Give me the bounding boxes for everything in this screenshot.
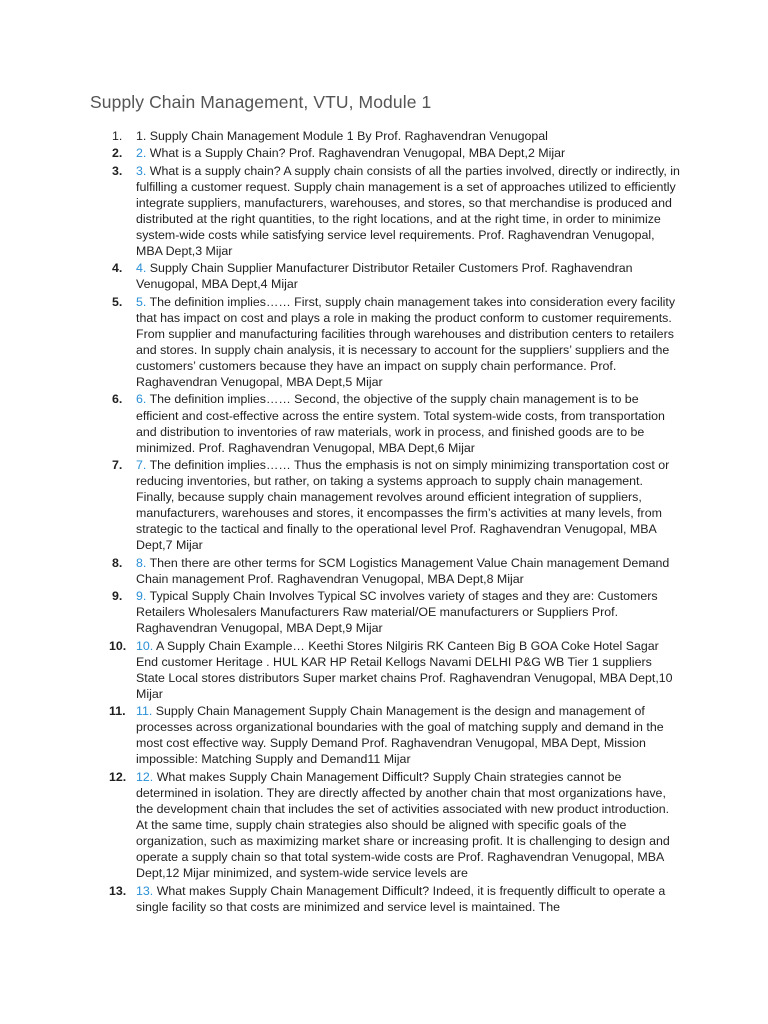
item-number: 12. — [109, 769, 127, 784]
item-number: 3. — [112, 163, 123, 178]
item-text: A Supply Chain Example… Keethi Stores Nilgiris RK Canteen Big B GOA Coke Hotel Sagar End customer Heritage . HUL KAR HP Retail Kellogs Navami DELHI P&G WB Tier 1 suppliers State Local stores distributors Super market chains Prof. Raghavendran Venugopal, MBA Dept,10 Mijar — [136, 638, 673, 701]
slide-link[interactable]: 9. — [136, 589, 147, 604]
item-number: 1. — [112, 129, 123, 143]
item-text: The definition implies…… First, supply chain management takes into consideration every facility that has impact on cost and plays a role in making the product conform to customer requirements. From supplier and manufacturing facilities through warehouses and distribution centers to retailers and stores. In supply chain analysis, it is necessary to account for the suppliers’ suppliers and the customers’ customers because they have an impact on supply chain performance. Prof. Raghavendran Venugopal, MBA Dept,5 Mijar — [136, 294, 676, 390]
list-item — [112, 128, 681, 144]
item-text: The definition implies…… Second, the objective of the supply chain management is to be efficient and cost-effective across the entire system. Total system-wide costs, from transportation and distribution to inventories of raw materials, work in process, and finished goods are to be minimized. Prof. Raghavendran Venugopal, MBA Dept,6 Mijar — [136, 392, 665, 455]
item-text: Supply Chain Management Supply Chain Management is the design and management of processes across organizational boundaries with the goal of matching supply and demand in the most cost effective way. Supply Demand Prof. Raghavendran Venugopal, MBA Dept, Mission impossible: Matching Supply and Demand11 Mijar — [136, 704, 664, 767]
slide-list — [109, 128, 681, 916]
list-item — [112, 555, 681, 587]
slide-link[interactable]: 8. — [136, 555, 147, 570]
item-text: What makes Supply Chain Management Difficult? Supply Chain strategies cannot be determined in isolation. They are directly affected by another chain that most organizations have, the development chain that includes the set of activities associated with new product introduction. At the same time, supply chain strategies also should be aligned with specific goals of the organization, such as maximizing market share or increasing profit. It is challenging to design and operate a supply chain so that total system-wide costs are Prof. Raghavendran Venugopal, MBA Dept,12 Mijar minimized, and system-wide service levels are — [136, 769, 670, 881]
item-number: 5. — [112, 294, 123, 309]
slide-link[interactable]: 7. — [136, 458, 147, 472]
item-number: 10. — [109, 638, 127, 653]
item-text: Then there are other terms for SCM Logistics Management Value Chain management Demand Chain management Prof. Raghavendran Venugopal, MBA Dept,8 Mijar — [136, 555, 670, 586]
list-item — [109, 883, 681, 915]
item-number: 13. — [109, 883, 127, 898]
slide-link[interactable]: 10. — [136, 638, 154, 653]
list-item — [112, 260, 681, 292]
list-item — [112, 588, 681, 636]
document-title: Supply Chain Management, VTU, Module 1 — [90, 92, 432, 112]
item-text: What is a Supply Chain? Prof. Raghavendran Venugopal, MBA Dept,2 Mijar — [149, 146, 566, 161]
item-text: The definition implies…… Thus the emphasis is not on simply minimizing transportation cost or reducing inventories, but rather, on taking a systems approach to supply chain management. Finally, because supply chain management revolves around efficient integration of suppliers, manufacturers, warehouses and stores, it encompasses the firm’s activities at many levels, from strategic to the tactical and finally to the operational level Prof. Raghavendran Venugopal, MBA Dept,7 Mijar — [136, 458, 670, 553]
item-number: 4. — [112, 261, 123, 276]
item-number: 2. — [112, 146, 123, 161]
item-text: What is a supply chain? A supply chain consists of all the parties involved, directly or indirectly, in fulfilling a customer request. Supply chain management is a set of approaches utilized to efficiently integrate suppliers, manufacturers, warehouses, and stores, so that merchandise is produced and distributed at the right quantities, to the right locations, and at the right time, in order to minimize system-wide costs while satisfying service level requirements. Prof. Raghavendran Venugopal, MBA Dept,3 Mijar — [136, 163, 680, 259]
slide-link[interactable]: 11. — [136, 704, 153, 719]
slide-link[interactable]: 4. — [136, 261, 147, 276]
list-item — [112, 163, 681, 260]
item-number: 11. — [109, 704, 126, 719]
slide-link[interactable]: 12. — [136, 769, 154, 784]
item-text: What makes Supply Chain Management Difficult? Indeed, it is frequently difficult to operate a single facility so that costs are minimized and service level is maintained. The — [136, 883, 666, 914]
list-item — [109, 703, 681, 767]
slide-link[interactable]: 6. — [136, 392, 147, 407]
item-number: 9. — [112, 589, 123, 604]
list-item — [112, 391, 681, 455]
slide-link[interactable]: 5. — [136, 294, 147, 309]
item-text: Typical Supply Chain Involves Typical SC involves variety of stages and they are: Customers Retailers Wholesalers Manufacturers Raw material/OE manufacturers or Suppliers Prof. Raghavendran Venugopal, MBA Dept,9 Mijar — [136, 589, 658, 636]
slide-link[interactable]: 3. — [136, 163, 147, 178]
list-item — [112, 457, 681, 554]
slide-link[interactable]: 2. — [136, 146, 147, 161]
item-text: Supply Chain Supplier Manufacturer Distributor Retailer Customers Prof. Raghavendran Venugopal, MBA Dept,4 Mijar — [136, 261, 633, 292]
item-text: 1. Supply Chain Management Module 1 By Prof. Raghavendran Venugopal — [136, 129, 548, 143]
list-item — [112, 294, 681, 391]
item-number: 8. — [112, 555, 123, 570]
list-item — [109, 769, 681, 882]
list-item — [112, 145, 681, 161]
item-number: 7. — [112, 458, 123, 472]
item-number: 6. — [112, 392, 123, 407]
list-item — [109, 638, 681, 702]
slide-link[interactable]: 13. — [136, 883, 154, 898]
